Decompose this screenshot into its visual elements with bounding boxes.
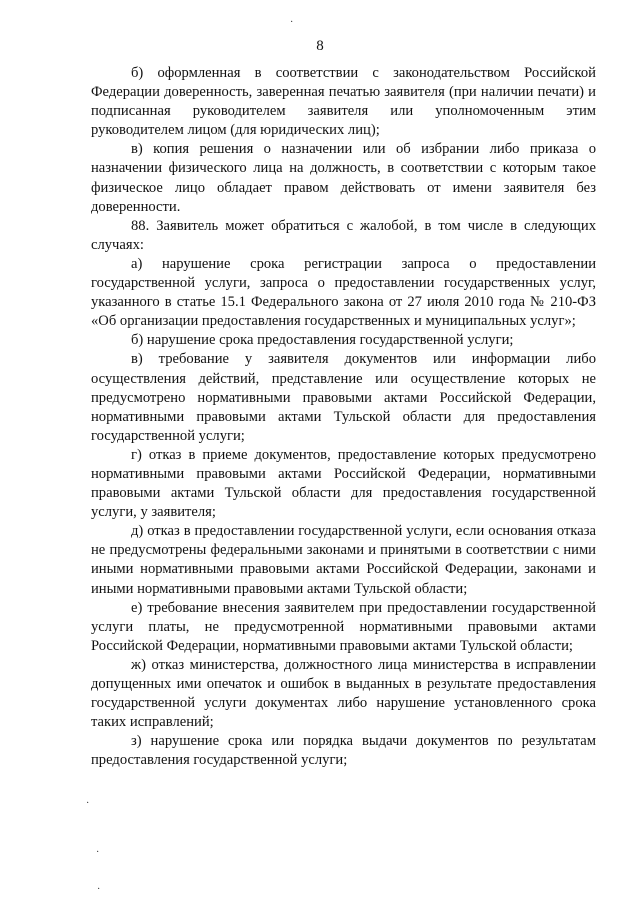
paragraph-a-registration-deadline: а) нарушение срока регистрации запроса о предоставлении государственной услуги, запроса о предоставлении государственных услуг, указанного в статье 15.1 Федерального закона от 27 июля 2010 года № 210-ФЗ «Об организации предоставления государственных и муниципальных услуг»;	[91, 255, 596, 330]
paragraph-zh-correction-refusal: ж) отказ министерства, должностного лица министерства в исправлении допущенных ими опечаток и ошибок в выданных в результате предоставления государственной услуги документах либо нарушение установленного срока таких исправлений;	[91, 656, 596, 731]
paragraph-v-appointment-decision: в) копия решения о назначении или об избрании либо приказа о назначении физического лица на должность, в соответствии с которым такое физическое лицо обладает правом действовать от имени заявителя без доверенности.	[91, 141, 596, 215]
paragraph-z-issuance-violation: з) нарушение срока или порядка выдачи документов по результатам предоставления государственной услуги;	[91, 733, 596, 769]
paragraph-88-complaint-cases: 88. Заявитель может обратиться с жалобой, в том числе в следующих случаях:	[91, 217, 596, 253]
paragraph-g-refusal-acceptance: г) отказ в приеме документов, предоставление которых предусмотрено нормативными правовыми актами Российской Федерации, нормативными правовыми актами Тульской области для предоставления государственной услуги, у заявителя;	[91, 446, 596, 521]
page-number: 8	[316, 38, 324, 54]
paragraph-b-power-of-attorney: б) оформленная в соответствии с законодательством Российской Федерации доверенность, заверенная печатью заявителя (при наличии печати) и подписанная руководителем заявителя или уполномоченным этим руководителем лицом (для юридических лиц);	[91, 65, 596, 139]
scan-speck: ·	[86, 798, 90, 809]
paragraph-v-document-requirement: в) требование у заявителя документов или информации либо осуществления действий, представление или осуществление которых не предусмотрено нормативными правовыми актами Российской Федерации, нормативными правовыми актами Тульской области для предоставления государственной услуги;	[91, 351, 596, 444]
document-body	[91, 64, 596, 770]
scan-speck: ·	[96, 847, 100, 858]
paragraph-d-refusal-service: д) отказ в предоставлении государственной услуги, если основания отказа не предусмотрены федеральными законами и принятыми в соответствии с ними иными нормативными правовыми актами Российской Федерации, законами и иными нормативными правовыми актами Тульской области;	[91, 523, 596, 597]
scan-speck: ·	[97, 884, 101, 895]
scan-speck: ·	[290, 17, 294, 28]
paragraph-e-fee-requirement: е) требование внесения заявителем при предоставлении государственной услуги платы, не предусмотренной нормативными правовыми актами Российской Федерации, нормативными правовыми актами Тульской области;	[91, 599, 596, 654]
paragraph-b-service-deadline: б) нарушение срока предоставления государственной услуги;	[131, 332, 514, 349]
